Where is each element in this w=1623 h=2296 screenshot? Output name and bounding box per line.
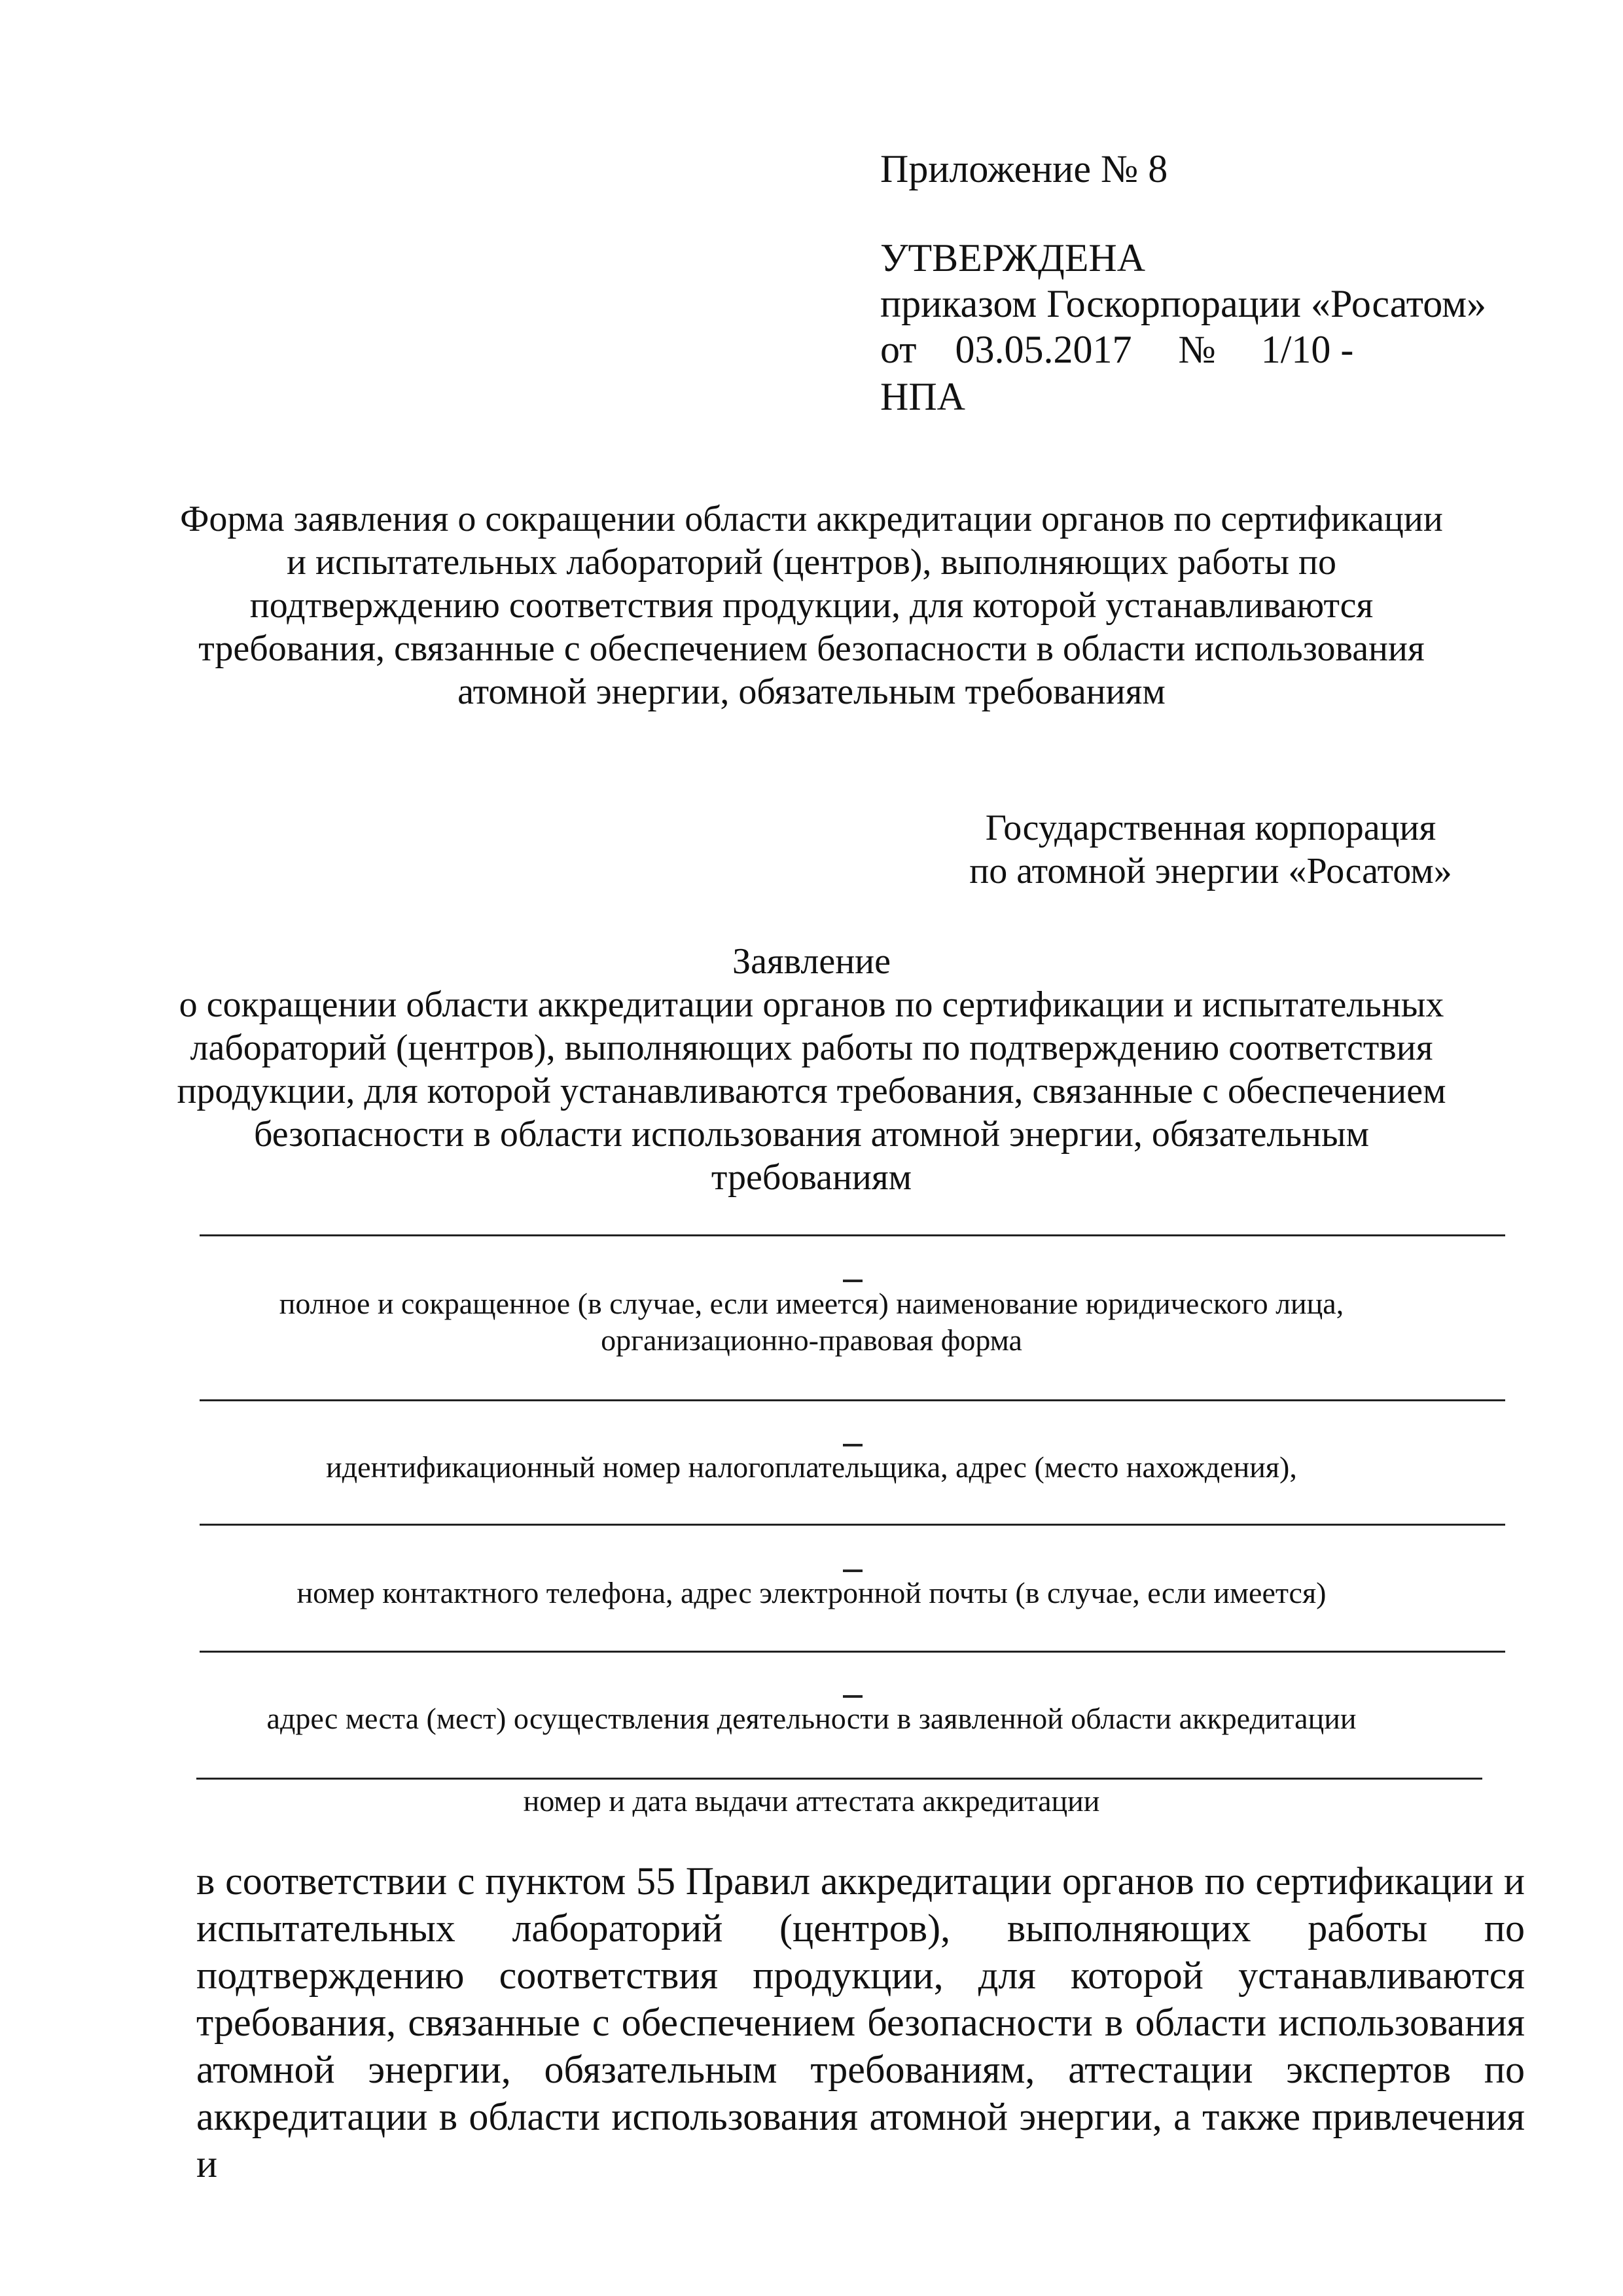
blank-line-activity-address xyxy=(200,1651,1505,1653)
recipient xyxy=(929,806,1492,893)
statement-title-line: о сокращении области аккредитации органов по сертификации и испытательных xyxy=(179,984,1444,1025)
blank-line-legal-name xyxy=(200,1234,1505,1236)
form-title-line: требования, связанные с обеспечением безопасности в области использования xyxy=(198,628,1425,669)
order-from-label: от xyxy=(880,328,917,371)
body-line: аккредитации в области использования атомной энергии, а также привлечения и xyxy=(196,2095,1525,2185)
form-title-line: атомной энергии, обязательным требованиям xyxy=(457,672,1166,712)
order-number-sign: № xyxy=(1178,328,1216,371)
field-caption-activity-address: адрес места (мест) осуществления деятельности в заявленной области аккредитации xyxy=(266,1702,1357,1735)
body-paragraph xyxy=(196,1857,1525,2187)
statement-title-line: безопасности в области использования атомной энергии, обязательным xyxy=(253,1114,1370,1155)
blank-line-dash xyxy=(843,1444,863,1446)
body-line: испытательных лабораторий (центров), выполняющих работы по xyxy=(196,1907,1525,1950)
blank-line-contacts xyxy=(200,1524,1505,1526)
body-line: атомной энергии, обязательным требованиям, аттестации экспертов по xyxy=(196,2048,1525,2091)
order-reference xyxy=(880,326,1443,420)
field-caption-legal-name xyxy=(98,1285,1525,1359)
appendix-number: Приложение № 8 xyxy=(880,147,1168,190)
statement-heading: Заявление xyxy=(732,941,891,982)
form-title-line: Форма заявления о сокращении области аккредитации органов по сертификации xyxy=(180,499,1443,539)
field-caption-line: полное и сокращенное (в случае, если имеется) наименование юридического лица, xyxy=(279,1287,1344,1320)
recipient-line: по атомной энергии «Росатом» xyxy=(969,851,1452,891)
blank-line-dash xyxy=(843,1695,863,1698)
order-date: 03.05.2017 xyxy=(955,328,1132,371)
blank-line-certificate xyxy=(196,1778,1482,1780)
statement-title-line: продукции, для которой устанавливаются требования, связанные с обеспечением xyxy=(177,1071,1446,1111)
approved-label: УТВЕРЖДЕНА xyxy=(880,236,1146,279)
field-caption-line: организационно-правовая форма xyxy=(601,1323,1022,1357)
statement-title-line: лабораторий (центров), выполняющих работы по подтверждению соответствия xyxy=(190,1028,1433,1068)
form-title-line: и испытательных лабораторий (центров), выполняющих работы по xyxy=(287,542,1336,583)
statement-title-line: требованиям xyxy=(711,1157,912,1198)
statement-title xyxy=(98,983,1525,1199)
blank-line-inn-address xyxy=(200,1399,1505,1401)
order-issuer: приказом Госкорпорации «Росатом» xyxy=(880,282,1487,325)
blank-line-dash xyxy=(843,1570,863,1572)
recipient-line: Государственная корпорация xyxy=(985,808,1436,848)
field-caption-inn-address: идентификационный номер налогоплательщика, адрес (место нахождения), xyxy=(326,1450,1297,1484)
field-caption-contacts: номер контактного телефона, адрес электронной почты (в случае, если имеется) xyxy=(296,1576,1327,1609)
body-line: подтверждению соответствия продукции, для которой устанавливаются xyxy=(196,1954,1525,1997)
blank-line-dash xyxy=(843,1280,863,1282)
field-caption-certificate: номер и дата выдачи аттестата аккредитации xyxy=(523,1784,1100,1818)
form-title xyxy=(98,497,1525,713)
body-line: требования, связанные с обеспечением безопасности в области использования xyxy=(196,2001,1525,2044)
form-title-line: подтверждению соответствия продукции, для которой устанавливаются xyxy=(249,585,1374,626)
order-number: 1/10 - НПА xyxy=(880,328,1354,418)
body-line: в соответствии с пунктом 55 Правил аккредитации органов по сертификации и xyxy=(196,1859,1525,1903)
